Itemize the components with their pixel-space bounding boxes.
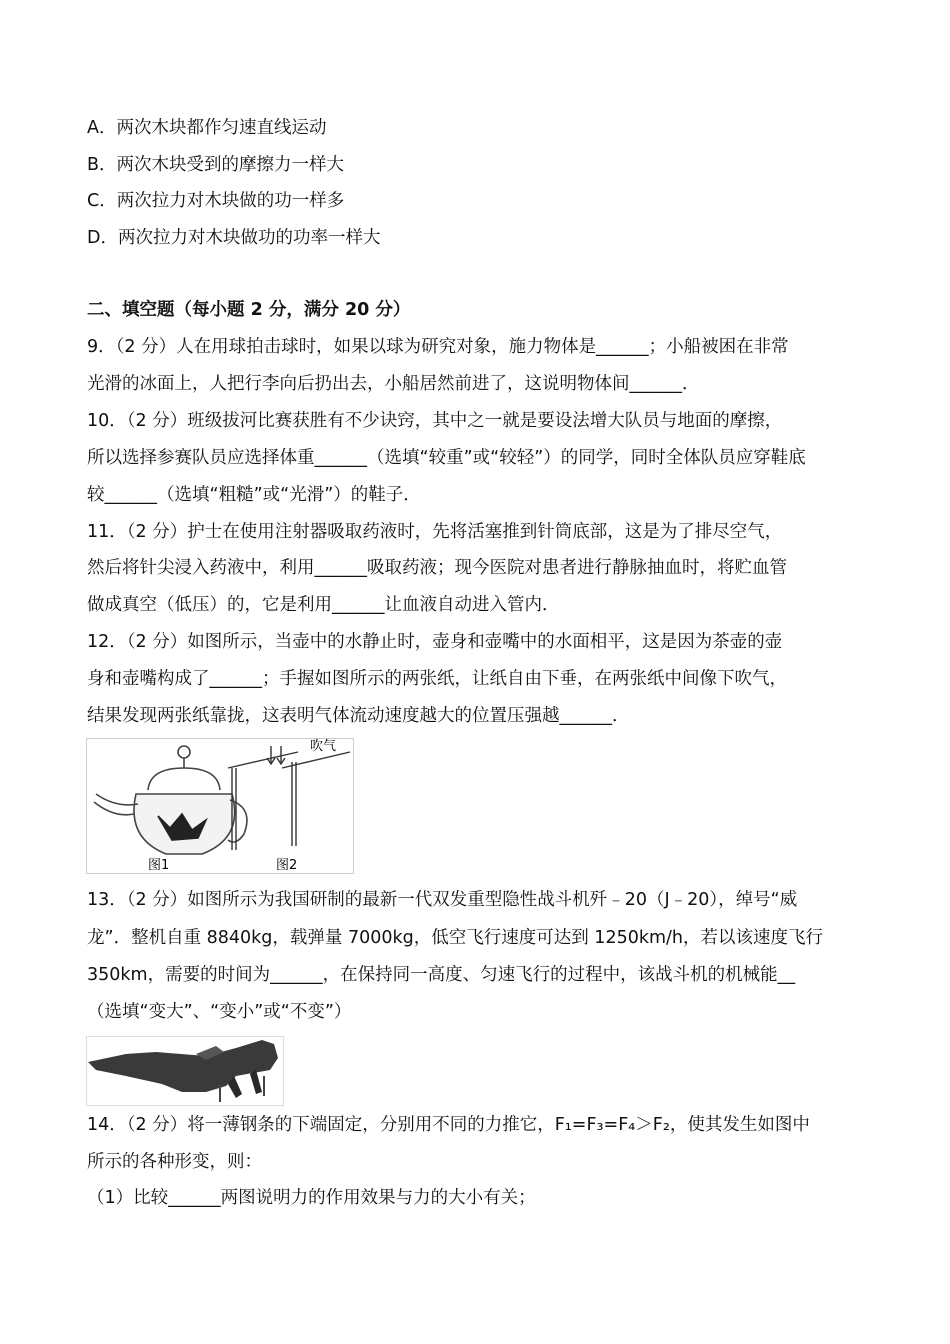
option-b: B．两次木块受到的摩擦力一样大	[87, 155, 345, 175]
q12-figure	[86, 738, 354, 874]
q14-line-3: （1）比较______两图说明力的作用效果与力的大小有关；	[87, 1188, 536, 1208]
teapot-and-paper-illustration	[86, 738, 354, 874]
q13-line-1: 13．（2 分）如图所示为我国研制的最新一代双发重型隐性战斗机歼﹣20（J﹣20），绰号“威	[87, 890, 798, 910]
figure-1-label: 图1	[148, 858, 170, 873]
q12-line-1: 12．（2 分）如图所示，当壶中的水静止时，壶身和壶嘴中的水面相平，这是因为茶壶的壶	[87, 632, 783, 652]
q13-line-4: （选填“变大”、“变小”或“不变”）	[87, 1002, 352, 1022]
option-a: A．两次木块都作匀速直线运动	[87, 118, 327, 138]
figure-2-label: 图2	[276, 858, 298, 873]
q10-line-2: 所以选择参赛队员应选择体重______（选填“较重”或“较轻”）的同学，同时全体队员应穿鞋底	[87, 448, 806, 468]
blow-air-label: 吹气	[310, 739, 337, 754]
q10-line-3: 较______（选填“粗糙”或“光滑”）的鞋子．	[87, 485, 421, 505]
q10-line-1: 10．（2 分）班级拔河比赛获胜有不少诀窍，其中之一就是要设法增大队员与地面的摩擦，	[87, 411, 783, 431]
q11-line-1: 11．（2 分）护士在使用注射器吸取药液时，先将活塞推到针筒底部，这是为了排尽空气，	[87, 522, 783, 542]
option-d: D．两次拉力对木块做功的功率一样大	[87, 228, 381, 248]
section-title: 二、填空题（每小题 2 分，满分 20 分）	[87, 300, 411, 320]
q11-line-2: 然后将针尖浸入药液中，利用______吸取药液；现今医院对患者进行静脉抽血时，将贮血管	[87, 558, 787, 578]
q13-line-3: 350km，需要的时间为______，在保持同一高度、匀速飞行的过程中，该战斗机的机械能__	[87, 965, 796, 985]
q11-line-3: 做成真空（低压）的，它是利用______让血液自动进入管内．	[87, 595, 560, 615]
q14-line-2: 所示的各种形变，则：	[87, 1152, 262, 1172]
q9-line-1: 9．（2 分）人在用球拍击球时，如果以球为研究对象，施力物体是______；小船被困在非常	[87, 337, 789, 357]
q14-line-1: 14．（2 分）将一薄钢条的下端固定，分别用不同的力推它，F₁=F₃=F₄＞F₂，使其发生如图中	[87, 1115, 810, 1135]
q12-line-2: 身和壶嘴构成了______；手握如图所示的两张纸，让纸自由下垂，在两张纸中间像下吹气，	[87, 669, 787, 689]
q12-line-3: 结果发现两张纸靠拢，这表明气体流动速度越大的位置压强越______．	[87, 706, 630, 726]
fighter-jet-image	[86, 1036, 284, 1106]
q13-figure	[86, 1036, 284, 1106]
q13-line-2: 龙”．整机自重 8840kg，载弹量 7000kg，低空飞行速度可达到 1250km/h，若以该速度飞行	[87, 928, 824, 948]
option-c: C．两次拉力对木块做的功一样多	[87, 191, 345, 211]
q9-line-2: 光滑的冰面上，人把行李向后扔出去，小船居然前进了，这说明物体间______．	[87, 374, 700, 394]
